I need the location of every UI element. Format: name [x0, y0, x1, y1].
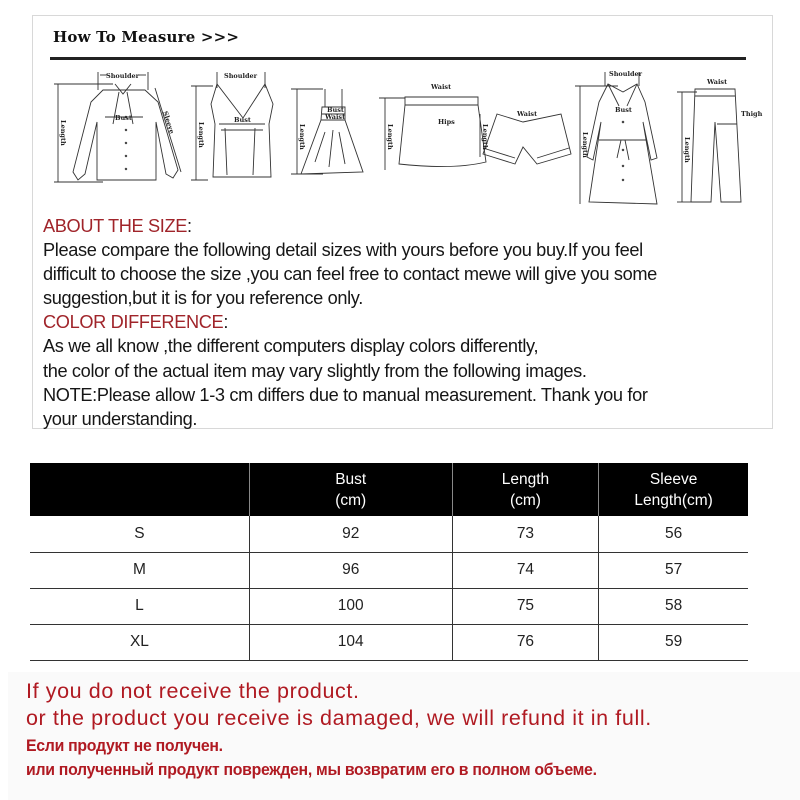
cell-bust: 92	[249, 516, 452, 552]
svg-text:Length: Length	[298, 124, 306, 150]
header-length: Length (cm)	[452, 463, 599, 516]
notice-line-en: or the product you receive is damaged, we will refund it in full.	[26, 706, 652, 730]
cell-sleeve: 57	[599, 552, 748, 588]
svg-text:Waist: Waist	[517, 110, 538, 118]
about-size-heading: ABOUT THE SIZE:	[43, 216, 192, 236]
color-info-line: As we all know ,the different computers display colors differently,	[43, 336, 539, 357]
table-row	[30, 624, 748, 660]
svg-text:Hips: Hips	[438, 118, 455, 126]
svg-text:Bust: Bust	[615, 106, 632, 114]
svg-text:Length: Length	[197, 122, 205, 148]
svg-text:Waist: Waist	[325, 113, 346, 121]
header-bust: Bust (cm)	[249, 463, 452, 516]
notice-line-en: If you do not receive the product.	[26, 679, 360, 703]
svg-text:Waist: Waist	[431, 83, 452, 91]
svg-text:Bust: Bust	[327, 106, 344, 114]
table-header-row	[30, 463, 748, 516]
cell-bust: 100	[249, 588, 452, 624]
svg-text:Shoulder: Shoulder	[609, 70, 643, 78]
shorts-diagram-icon	[480, 110, 571, 164]
color-info-line: your understanding.	[43, 408, 198, 429]
svg-text:Sleeve: Sleeve	[161, 110, 176, 135]
svg-text:Thigh: Thigh	[741, 110, 763, 118]
cell-size: M	[30, 552, 249, 588]
skirt-diagram-icon	[379, 83, 486, 170]
table-row	[30, 552, 748, 588]
header-sleeve-length: Sleeve Length(cm)	[599, 463, 748, 516]
refund-notice	[26, 678, 652, 782]
title-divider	[50, 57, 746, 60]
color-difference-heading: COLOR DIFFERENCE:	[43, 312, 229, 333]
cell-length: 76	[452, 624, 599, 660]
svg-text:Length: Length	[481, 124, 489, 150]
svg-text:Shoulder: Shoulder	[224, 72, 258, 80]
svg-text:Shoulder: Shoulder	[106, 72, 140, 80]
cell-length: 73	[452, 516, 599, 552]
cell-size: L	[30, 588, 249, 624]
table-row	[30, 516, 748, 552]
svg-text:Length: Length	[386, 124, 394, 150]
cell-bust: 104	[249, 624, 452, 660]
size-info-text	[43, 214, 768, 431]
size-chart-table	[30, 463, 748, 661]
cell-length: 75	[452, 588, 599, 624]
color-info-line: NOTE:Please allow 1-3 cm differs due to manual measurement. Thank you for	[43, 384, 648, 405]
dress-diagram-icon	[291, 89, 363, 174]
garment-diagrams	[33, 62, 774, 212]
svg-text:Length: Length	[59, 120, 67, 146]
tank-top-diagram-icon	[191, 72, 273, 180]
cell-size: S	[30, 516, 249, 552]
size-info-line: suggestion,but it is for you reference only.	[43, 288, 363, 309]
cell-sleeve: 56	[599, 516, 748, 552]
table-row	[30, 588, 748, 624]
pants-diagram-icon	[677, 78, 763, 202]
cell-sleeve: 58	[599, 588, 748, 624]
measure-guide-title: How To Measure >>>	[53, 28, 240, 46]
svg-text:Length: Length	[581, 132, 589, 158]
svg-text:Bust: Bust	[115, 114, 132, 122]
coat-diagram-icon	[575, 70, 657, 204]
color-info-line: the color of the actual item may vary slightly from the following images.	[43, 360, 587, 381]
svg-text:Length: Length	[683, 137, 691, 163]
cell-length: 74	[452, 552, 599, 588]
blouse-diagram-icon	[54, 72, 181, 182]
svg-text:Waist: Waist	[707, 78, 728, 86]
cell-sleeve: 59	[599, 624, 748, 660]
size-info-line: Please compare the following detail sizes with yours before you buy.If you feel	[43, 240, 643, 261]
svg-text:Bust: Bust	[234, 116, 251, 124]
cell-bust: 96	[249, 552, 452, 588]
notice-line-ru: Если продукт не получен.	[26, 737, 223, 755]
measure-guide-panel	[32, 15, 773, 429]
header-size	[30, 463, 249, 516]
cell-size: XL	[30, 624, 249, 660]
size-info-line: difficult to choose the size ,you can feel free to contact mewe will give you some	[43, 264, 657, 285]
notice-line-ru: или полученный продукт поврежден, мы возвратим его в полном объеме.	[26, 761, 597, 779]
